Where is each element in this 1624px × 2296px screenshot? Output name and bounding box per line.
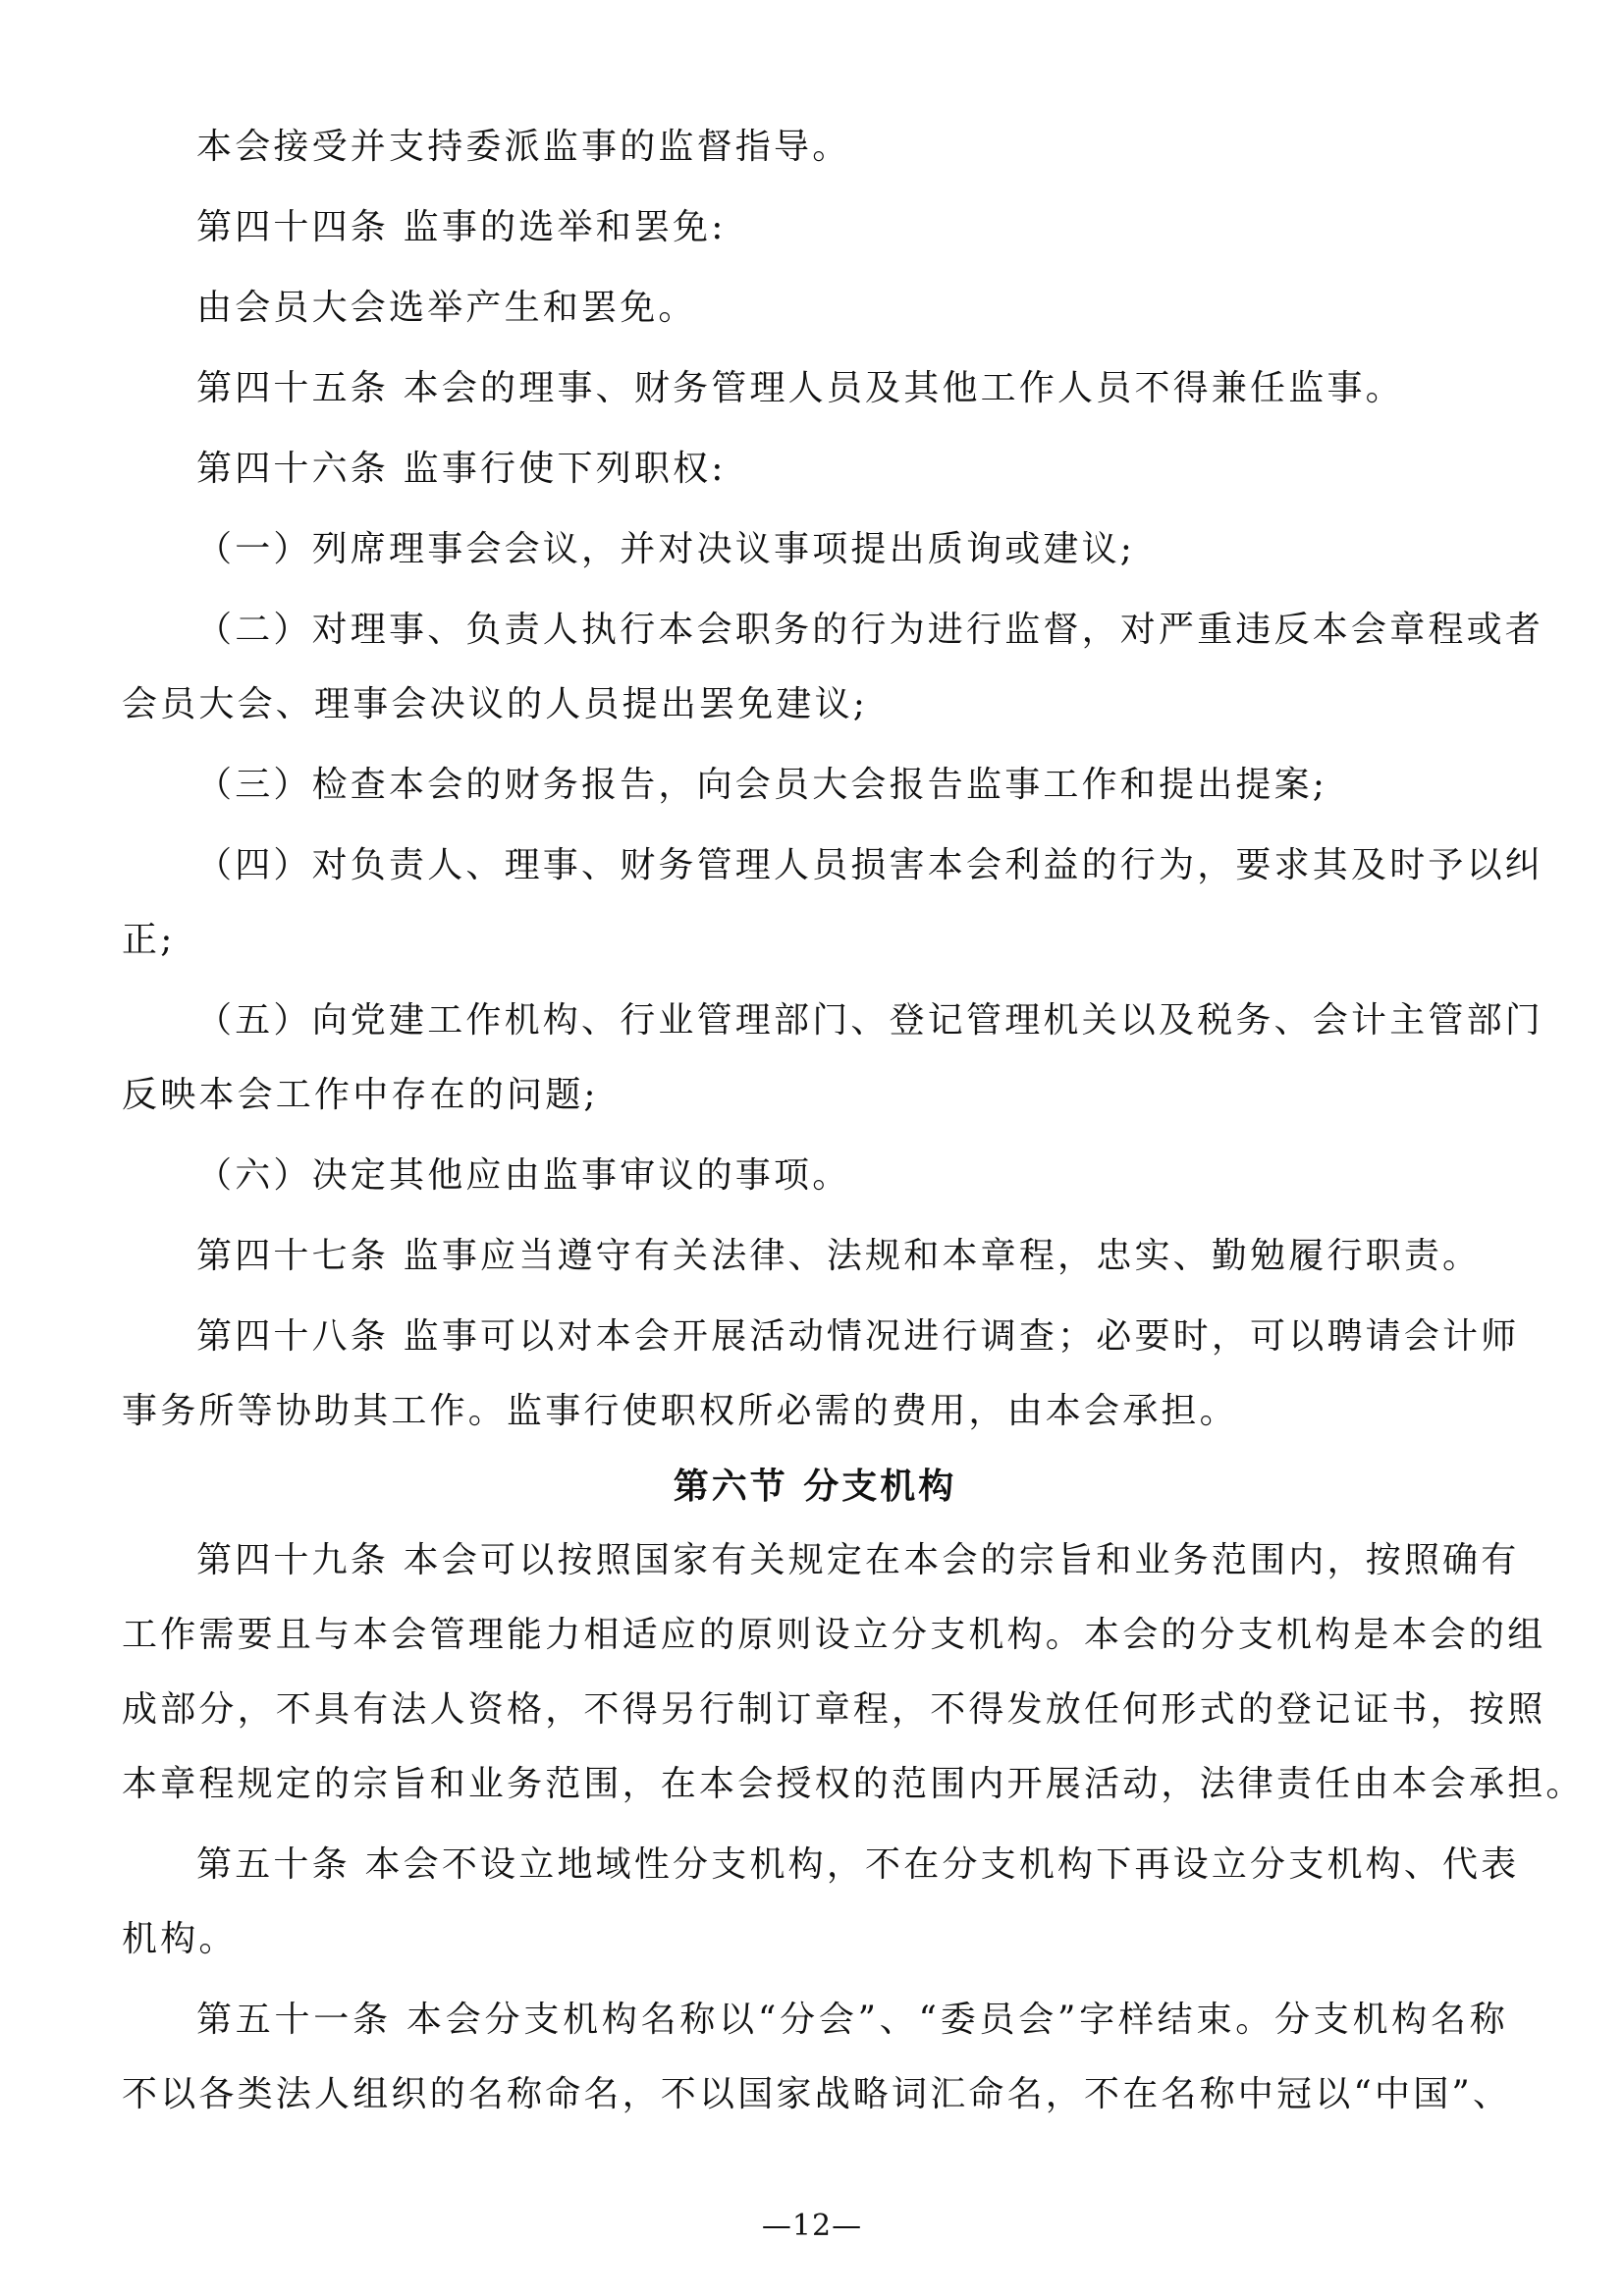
article-48-line-1: 第四十八条 监事可以对本会开展活动情况进行调查；必要时，可以聘请会计师	[196, 1316, 1520, 1357]
list-item-4-line-1: （四）对负责人、理事、财务管理人员损害本会利益的行为，要求其及时予以纠	[196, 845, 1544, 885]
list-item-3: （三）检查本会的财务报告，向会员大会报告监事工作和提出提案;	[196, 765, 1328, 805]
article-45-line: 第四十五条 本会的理事、财务管理人员及其他工作人员不得兼任监事。	[196, 368, 1404, 408]
page-number: —12—	[761, 2209, 863, 2243]
list-item-5-line-2: 反映本会工作中存在的问题;	[122, 1075, 599, 1115]
list-item-2-line-2: 会员大会、理事会决议的人员提出罢免建议;	[122, 684, 869, 724]
article-49-line-1: 第四十九条 本会可以按照国家有关规定在本会的宗旨和业务范围内，按照确有	[196, 1540, 1520, 1580]
paragraph-line: 本会接受并支持委派监事的监督指导。	[196, 127, 851, 167]
article-49-line-2: 工作需要且与本会管理能力相适应的原则设立分支机构。本会的分支机构是本会的组	[122, 1615, 1546, 1655]
list-item-1: （一）列席理事会会议，并对决议事项提出质询或建议;	[196, 529, 1136, 569]
list-item-4-line-2: 正;	[122, 920, 176, 960]
article-48-line-2: 事务所等协助其工作。监事行使职权所必需的费用，由本会承担。	[122, 1391, 1238, 1431]
article-50-line-1: 第五十条 本会不设立地域性分支机构，不在分支机构下再设立分支机构、代表	[196, 1844, 1520, 1885]
list-item-2-line-1: （二）对理事、负责人执行本会职务的行为进行监督，对严重违反本会章程或者	[196, 610, 1544, 650]
article-49-line-3: 成部分，不具有法人资格，不得另行制订章程，不得发放任何形式的登记证书，按照	[122, 1689, 1546, 1730]
list-item-5-line-1: （五）向党建工作机构、行业管理部门、登记管理机关以及税务、会计主管部门	[196, 1000, 1544, 1041]
article-47-line: 第四十七条 监事应当遵守有关法律、法规和本章程，忠实、勤勉履行职责。	[196, 1236, 1482, 1276]
paragraph-line: 由会员大会选举产生和罢免。	[196, 288, 697, 328]
article-51-line-2: 不以各类法人组织的名称命名，不以国家战略词汇命名，不在名称中冠以“中国”、	[122, 2074, 1512, 2114]
document-page	[122, 124, 1585, 2118]
article-50-line-2: 机构。	[122, 1919, 238, 1959]
section-heading: 第六节 分支机构	[673, 1466, 957, 1507]
article-49-line-4: 本章程规定的宗旨和业务范围，在本会授权的范围内开展活动，法律责任由本会承担。	[122, 1764, 1585, 1804]
article-44-line: 第四十四条 监事的选举和罢免:	[196, 207, 727, 247]
list-item-6: （六）决定其他应由监事审议的事项。	[196, 1155, 851, 1196]
article-51-line-1: 第五十一条 本会分支机构名称以“分会”、“委员会”字样结束。分支机构名称	[196, 2000, 1508, 2040]
article-46-line: 第四十六条 监事行使下列职权:	[196, 449, 727, 489]
